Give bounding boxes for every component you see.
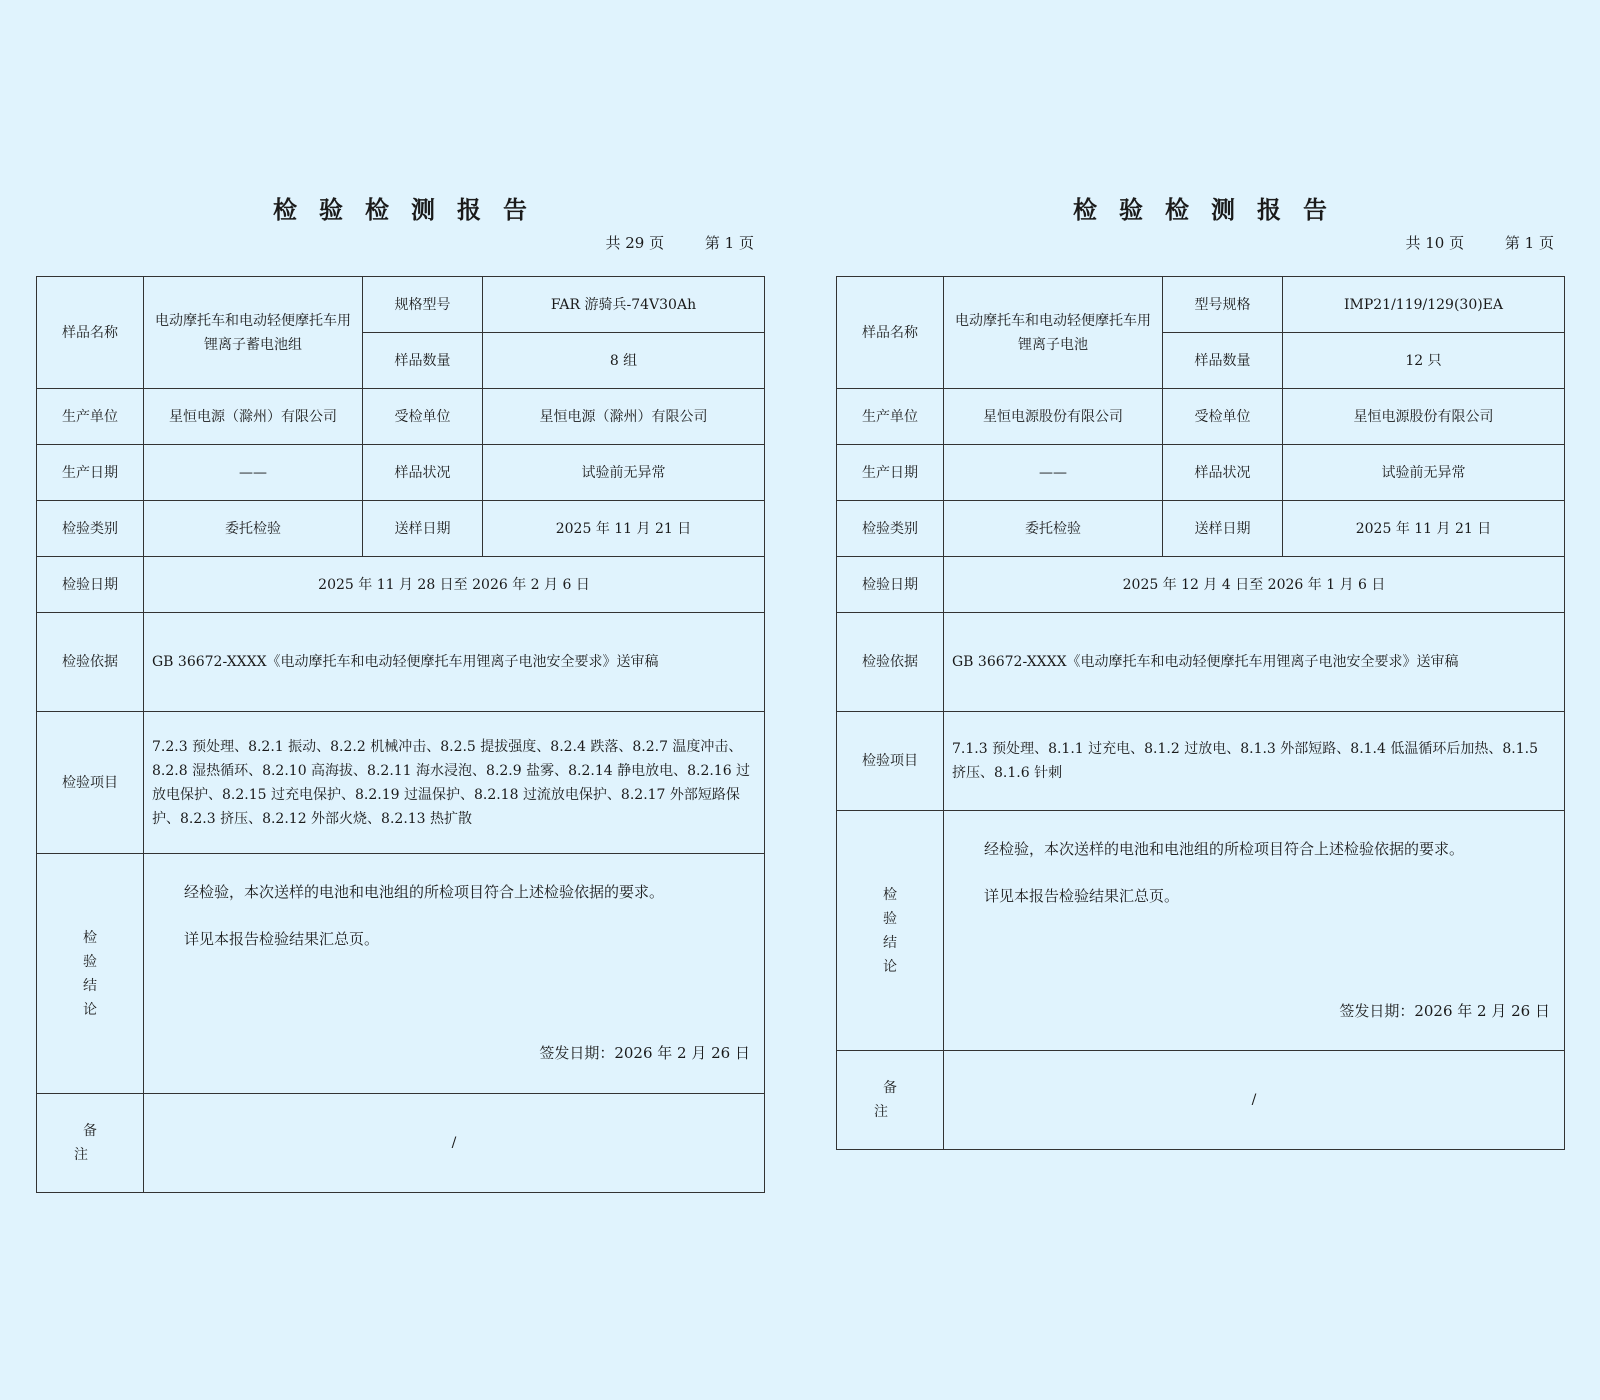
page-current: 第 1 页 (704, 234, 754, 252)
label-sample-status: 样品状况 (1163, 445, 1283, 501)
label-inspection-date: 检验日期 (837, 557, 944, 613)
value-spec: IMP21/119/129(30)EA (1283, 277, 1565, 333)
value-remarks: / (144, 1094, 765, 1193)
conclusion-char: 论 (883, 958, 897, 975)
value-items: 7.2.3 预处理、8.2.1 振动、8.2.2 机械冲击、8.2.5 提拔强度、8.2.4 跌落、8.2.7 温度冲击、8.2.8 湿热循环、8.2.10 高海拔、8.2.11 海水浸泡、8.2.9 盐雾、8.2.14 静电放电、8.2.16 过放电保护、8.2.15 过充电保护、8.2.19 过温保护、8.2.18 过流放电保护、8.2.17 外部短路保护、8.2.3 挤压、8.2.12 外部火烧、8.2.13 热扩散 (144, 712, 765, 854)
label-sample-name: 样品名称 (37, 277, 144, 389)
value-quantity: 12 只 (1283, 333, 1565, 389)
conclusion-char: 检 (83, 929, 97, 946)
page-info (1370, 232, 1555, 253)
conclusion-cell (944, 811, 1565, 1051)
value-sample-name: 电动摩托车和电动轻便摩托车用锂离子电池 (944, 277, 1163, 389)
conclusion-char: 验 (83, 953, 97, 970)
conclusion-text: 经检验，本次送样的电池和电池组的所检项目符合上述检验依据的要求。 (984, 840, 1465, 858)
conclusion-char: 验 (883, 910, 897, 927)
value-manufacturer: 星恒电源股份有限公司 (944, 389, 1163, 445)
value-inspection-type: 委托检验 (144, 501, 363, 557)
label-spec: 型号规格 (1163, 277, 1283, 333)
label-basis: 检验依据 (37, 613, 144, 712)
report-table (836, 276, 1565, 1150)
value-inspected-unit: 星恒电源股份有限公司 (1283, 389, 1565, 445)
label-conclusion (837, 811, 944, 1051)
value-items: 7.1.3 预处理、8.1.1 过充电、8.1.2 过放电、8.1.3 外部短路、8.1.4 低温循环后加热、8.1.5 挤压、8.1.6 针刺 (944, 712, 1565, 811)
value-quantity: 8 组 (483, 333, 765, 389)
report-table (36, 276, 765, 1193)
value-manufacturer: 星恒电源（滁州）有限公司 (144, 389, 363, 445)
conclusion-detail: 详见本报告检验结果汇总页。 (984, 887, 1180, 905)
label-quantity: 样品数量 (1163, 333, 1283, 389)
value-basis: GB 36672-XXXX《电动摩托车和电动轻便摩托车用锂离子电池安全要求》送审稿 (144, 613, 765, 712)
value-sample-status: 试验前无异常 (483, 445, 765, 501)
label-remarks: 备 注 (837, 1051, 944, 1150)
value-sample-status: 试验前无异常 (1283, 445, 1565, 501)
label-remarks: 备 注 (37, 1094, 144, 1193)
issue-date: 签发日期：2026 年 2 月 26 日 (1339, 1002, 1550, 1020)
label-inspection-type: 检验类别 (837, 501, 944, 557)
label-sample-name: 样品名称 (837, 277, 944, 389)
issue-date: 签发日期：2026 年 2 月 26 日 (539, 1044, 750, 1062)
label-delivery-date: 送样日期 (1163, 501, 1283, 557)
conclusion-char: 结 (83, 977, 97, 994)
value-inspection-date: 2025 年 11 月 28 日至 2026 年 2 月 6 日 (144, 557, 765, 613)
value-spec: FAR 游骑兵-74V30Ah (483, 277, 765, 333)
value-remarks: / (944, 1051, 1565, 1150)
value-inspected-unit: 星恒电源（滁州）有限公司 (483, 389, 765, 445)
label-quantity: 样品数量 (363, 333, 483, 389)
page-total: 共 10 页 (1405, 234, 1465, 252)
page-current: 第 1 页 (1504, 234, 1554, 252)
conclusion-cell (144, 854, 765, 1094)
label-inspection-type: 检验类别 (37, 501, 144, 557)
value-inspection-type: 委托检验 (944, 501, 1163, 557)
value-sample-name: 电动摩托车和电动轻便摩托车用锂离子蓄电池组 (144, 277, 363, 389)
label-production-date: 生产日期 (837, 445, 944, 501)
value-production-date: —— (144, 445, 363, 501)
report-title: 检验检测报告 (273, 195, 549, 224)
conclusion-char: 论 (83, 1001, 97, 1018)
value-inspection-date: 2025 年 12 月 4 日至 2026 年 1 月 6 日 (944, 557, 1565, 613)
value-basis: GB 36672-XXXX《电动摩托车和电动轻便摩托车用锂离子电池安全要求》送审稿 (944, 613, 1565, 712)
label-inspected-unit: 受检单位 (363, 389, 483, 445)
label-inspection-date: 检验日期 (37, 557, 144, 613)
label-conclusion (37, 854, 144, 1094)
report-title: 检验检测报告 (1073, 195, 1349, 224)
conclusion-text: 经检验，本次送样的电池和电池组的所检项目符合上述检验依据的要求。 (184, 883, 665, 901)
label-manufacturer: 生产单位 (837, 389, 944, 445)
label-sample-status: 样品状况 (363, 445, 483, 501)
value-production-date: —— (944, 445, 1163, 501)
conclusion-char: 结 (883, 934, 897, 951)
page-total: 共 29 页 (605, 234, 665, 252)
page-info (570, 232, 755, 253)
value-delivery-date: 2025 年 11 月 21 日 (483, 501, 765, 557)
label-production-date: 生产日期 (37, 445, 144, 501)
label-delivery-date: 送样日期 (363, 501, 483, 557)
label-inspected-unit: 受检单位 (1163, 389, 1283, 445)
label-items: 检验项目 (37, 712, 144, 854)
label-basis: 检验依据 (837, 613, 944, 712)
value-delivery-date: 2025 年 11 月 21 日 (1283, 501, 1565, 557)
conclusion-char: 检 (883, 886, 897, 903)
label-items: 检验项目 (837, 712, 944, 811)
label-spec: 规格型号 (363, 277, 483, 333)
label-manufacturer: 生产单位 (37, 389, 144, 445)
conclusion-detail: 详见本报告检验结果汇总页。 (184, 930, 380, 948)
